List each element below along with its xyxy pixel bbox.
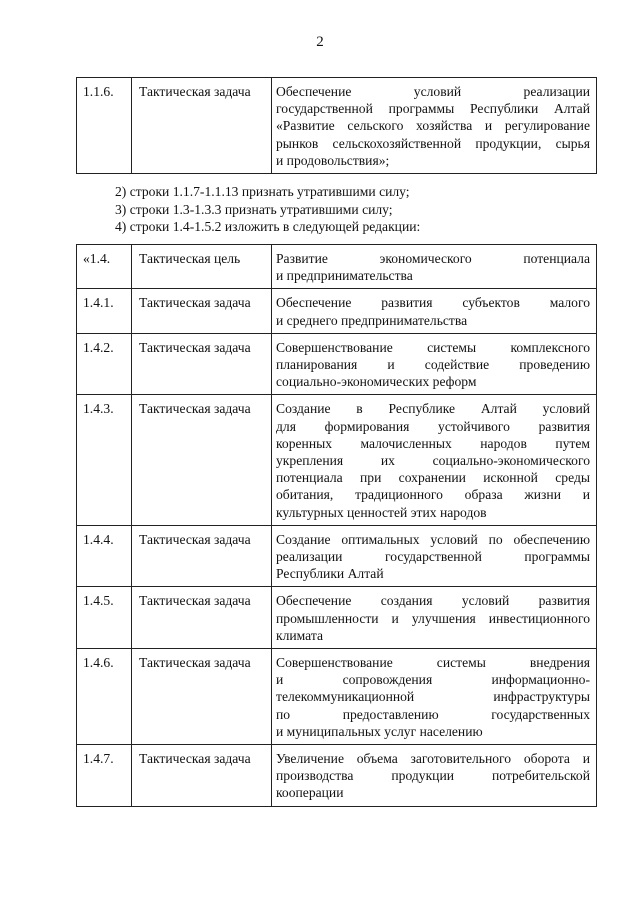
description-line: Республики Алтай [276,566,384,582]
description-line: обитания, традиционного образа жизни и [276,487,590,503]
description-line: и сопровождения информационно- [276,672,590,688]
row-number: «1.4. [77,245,132,289]
row-description [272,649,597,745]
description-line: коренных малочисленных народов путем [276,435,590,451]
row-number: 1.4.3. [77,395,132,525]
row-description [272,245,597,289]
description-line: Обеспечение развития субъектов малого [276,295,590,311]
row-number: 1.4.4. [77,525,132,587]
row-description [272,289,597,333]
description-line: реализации государственной программы [276,549,590,565]
table-row [77,745,597,807]
description-line: планирования и содействие проведению [276,357,590,373]
paragraph: 3) строки 1.3-1.3.3 признать утратившими силу; [115,201,393,217]
description-line: по предоставлению государственных [276,706,590,722]
table-row [77,587,597,649]
description-line: промышленности и улучшения инвестиционного [276,610,590,626]
amendment-paragraphs [115,183,420,236]
description-line: культурных ценностей этих народов [276,504,487,520]
description-line: и предпринимательства [276,268,413,284]
paragraph: 2) строки 1.1.7-1.1.13 признать утратившими силу; [115,184,410,199]
row-number: 1.1.6. [77,78,132,174]
row-kind: Тактическая задача [132,649,272,745]
row-kind: Тактическая задача [132,745,272,807]
description-line: производства продукции потребительской [276,768,590,784]
row-kind: Тактическая цель [132,245,272,289]
row-description [272,333,597,395]
table-row [77,333,597,395]
row-description [272,395,597,525]
main-table-body [77,245,597,807]
page-number: 2 [316,34,324,50]
table-row [77,395,597,525]
description-line: социально-экономических реформ [276,374,477,390]
row-description [272,745,597,807]
description-line: Совершенствование системы комплексного [276,339,590,355]
row-kind: Тактическая задача [132,333,272,395]
row-number: 1.4.2. [77,333,132,395]
description-line: и продовольствия»; [276,152,390,168]
description-line: Обеспечение создания условий развития [276,593,590,609]
description-line: Создание оптимальных условий по обеспечению [276,531,590,547]
row-number: 1.4.6. [77,649,132,745]
row-number: 1.4.1. [77,289,132,333]
row-number: 1.4.7. [77,745,132,807]
description-line: Совершенствование системы внедрения [276,655,590,671]
main-table [76,244,597,807]
top-table [76,77,597,174]
description-line: рынков сельскохозяйственной продукции, сырья [276,135,590,151]
description-line: укрепления их социально-экономического [276,453,590,469]
description-line: Увеличение объема заготовительного оборота и [276,751,590,767]
row-kind: Тактическая задача [132,78,272,174]
top-table-body [77,78,597,174]
row-kind: Тактическая задача [132,525,272,587]
table-row [77,78,597,174]
description-line: Развитие экономического потенциала [276,251,590,266]
row-kind: Тактическая задача [132,587,272,649]
description-line: Обеспечение условий реализации [276,84,590,99]
table-row [77,649,597,745]
description-line: и муниципальных услуг населению [276,723,483,739]
row-description [272,587,597,649]
row-description [272,78,597,174]
table-row [77,245,597,289]
description-line: потенциала при сохранении исконной среды [276,470,590,486]
table-row [77,289,597,333]
description-line: «Развитие сельского хозяйства и регулирование [276,118,590,134]
description-line: Создание в Республике Алтай условий [276,401,590,417]
paragraph: 4) строки 1.4-1.5.2 изложить в следующей редакции: [115,219,421,234]
row-description [272,525,597,587]
description-line: кооперации [276,785,344,801]
description-line: государственной программы Республики Алтай [276,101,590,117]
description-line: и среднего предпринимательства [276,312,468,328]
description-line: климата [276,627,323,643]
table-row [77,525,597,587]
row-number: 1.4.5. [77,587,132,649]
description-line: телекоммуникационной инфраструктуры [276,689,590,705]
row-kind: Тактическая задача [132,395,272,525]
row-kind: Тактическая задача [132,289,272,333]
description-line: для формирования устойчивого развития [276,418,590,434]
